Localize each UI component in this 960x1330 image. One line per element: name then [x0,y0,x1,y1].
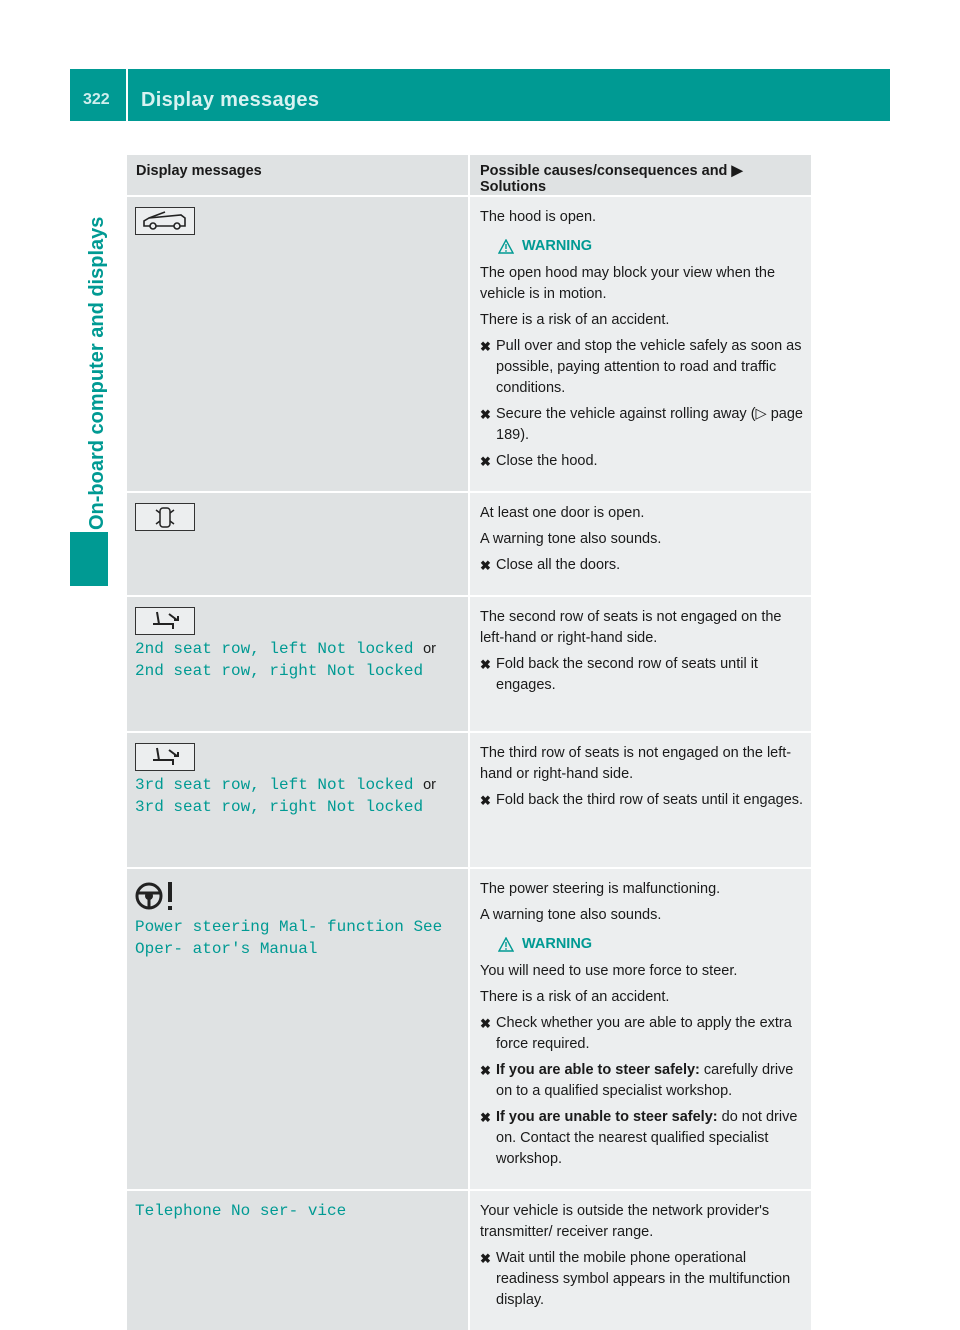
list-item: ✖ Fold back the third row of seats until it engages. [480,790,805,811]
seat-row-icon [135,743,195,771]
list-item: ✖ Check whether you are able to apply the extra force required. [480,1013,805,1055]
message-cell [127,492,469,596]
step-arrow-icon: ✖ [480,657,491,672]
warning-triangle-icon [498,937,514,952]
table-row [127,1190,811,1330]
display-messages-table [127,155,811,1330]
sidebar-chapter-marker [70,532,108,586]
display-message-text: 3rd seat row, left Not locked [135,776,414,794]
table-row [127,596,811,732]
table-row [127,492,811,596]
warning-triangle-icon [498,239,514,254]
solution-arrow-icon: ▶ [731,163,743,179]
message-cell [127,868,469,1190]
display-message-text: 2nd seat row, left Not locked [135,640,414,658]
display-message-text: 3rd seat row, right Not locked [135,797,424,816]
page-header [70,69,890,121]
display-message-text: Power steering Mal‐ function See Oper‐ ator's Manual [135,918,443,958]
display-message-text: 2nd seat row, right Not locked [135,661,424,680]
power-steering-warning-icon [135,879,197,913]
table-row [127,868,811,1190]
solution-cell: Your vehicle is outside the network provider's transmitter/ receiver range. ✖ Wait until the mobile phone operational readiness symbol appears in the multifunction display. [469,1190,811,1330]
message-cell: 2nd seat row, left Not locked or 2nd seat row, right Not locked [127,596,469,732]
step-arrow-icon: ✖ [480,454,491,469]
list-item: ✖ If you are unable to steer safely: do not drive on. Contact the nearest qualified specialist workshop. [480,1107,805,1170]
solution-cell: At least one door is open. A warning tone also sounds. ✖ Close all the doors. [469,492,811,596]
sidebar-chapter-label: On-board computer and displays [86,216,108,530]
table-row [127,732,811,868]
list-item: ✖ Pull over and stop the vehicle safely as soon as possible, paying attention to road and traffic conditions. [480,336,805,399]
col-header-solutions: Possible causes/consequences and ▶ Solutions [469,155,811,196]
solution-cell: The second row of seats is not engaged on the left-hand or right-hand side. ✖ Fold back the second row of seats until it engages. [469,596,811,732]
page-title: Display messages [141,89,320,111]
step-arrow-icon: ✖ [480,407,491,422]
list-item: ✖ Fold back the second row of seats until it engages. [480,654,805,696]
list-item: ✖ Close the hood. [480,451,805,472]
warning-label: WARNING [498,236,805,257]
step-arrow-icon: ✖ [480,339,491,354]
step-arrow-icon: ✖ [480,1063,491,1078]
list-item: ✖ If you are able to steer safely: carefully drive on to a qualified specialist workshop. [480,1060,805,1102]
step-arrow-icon: ✖ [480,1251,491,1266]
solution-cell: The power steering is malfunctioning. A warning tone also sounds. WARNING You will need to use more force to steer. There is a risk of an accident. ✖ Check whether you are able to apply the extra force required. ✖ If you are able to steer safely: carefully drive on to a qualified specialist workshop. ✖ If you are unable to steer safely: do not drive on. Contact the nearest qualified specialist workshop. [469,868,811,1190]
header-divider [126,69,128,121]
solution-cell: The hood is open. WARNING The open hood may block your view when the vehicle is in motion. There is a risk of an accident. ✖ Pull over and stop the vehicle safely as soon as possible, paying attention to road and traffic conditions. ✖ Secure the vehicle against rolling away (▷ page 189). ✖ Close the hood. [469,196,811,492]
step-arrow-icon: ✖ [480,1110,491,1125]
message-cell [127,1190,469,1330]
list-item: ✖ Wait until the mobile phone operational readiness symbol appears in the multifunction display. [480,1248,805,1311]
col-header-messages: Display messages [127,155,469,196]
message-cell [127,196,469,492]
door-open-icon [135,503,195,531]
solution-cell: The third row of seats is not engaged on the left-hand or right-hand side. ✖ Fold back the third row of seats until it engages. [469,732,811,868]
list-item: ✖ Secure the vehicle against rolling away (▷ page 189). [480,404,805,446]
page-number: 322 [83,91,110,108]
table-header-row [127,155,811,196]
step-arrow-icon: ✖ [480,558,491,573]
table-row [127,196,811,492]
seat-row-icon [135,607,195,635]
step-arrow-icon: ✖ [480,793,491,808]
step-arrow-icon: ✖ [480,1016,491,1031]
display-message-text: Telephone No ser‐ vice [135,1202,347,1220]
warning-label: WARNING [498,934,805,955]
hood-open-icon [135,207,195,235]
list-item: ✖ Close all the doors. [480,555,805,576]
message-cell: 3rd seat row, left Not locked or 3rd seat row, right Not locked [127,732,469,868]
